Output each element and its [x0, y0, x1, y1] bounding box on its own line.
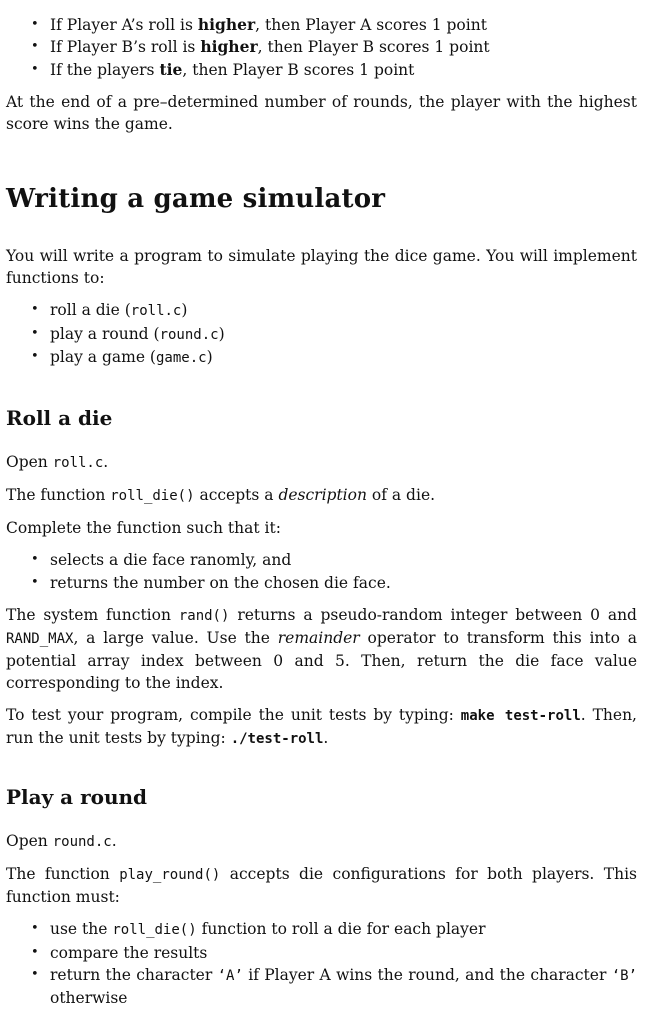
list-item: • If Player B’s roll is higher, then Player B scores 1 point [6, 36, 637, 58]
roll-function-paragraph: The function roll_die() accepts a description of a die. [6, 486, 436, 505]
open-roll-paragraph: Open roll.c. [6, 453, 109, 472]
rand-paragraph: The system function rand() returns a pseudo-random integer between 0 and RAND_MAX, a large value. Use the remainder operator to transform this into a potential array index between 0 and 5. Then, return the die face value corresponding to the index. [6, 606, 638, 693]
test-roll-paragraph: To test your program, compile the unit tests by typing: make test-roll. Then, run the unit tests by typing: ./test-roll. [6, 706, 637, 748]
list-item: • If Player A’s roll is higher, then Player A scores 1 point [6, 14, 637, 36]
scoring-rules-list [6, 14, 637, 81]
round-function-paragraph: The function play_round() accepts die configurations for both players. This function must: [6, 865, 637, 907]
bullet-icon: • [31, 39, 39, 55]
list-item: • use the roll_die() function to roll a die for each player [6, 918, 637, 941]
list-item: • roll a die (roll.c) [6, 299, 637, 322]
simulator-intro-paragraph: You will write a program to simulate playing the dice game. You will implement functions to: [6, 247, 637, 288]
bullet-icon: • [31, 574, 39, 590]
bullet-icon: • [31, 325, 39, 341]
bullet-icon: • [31, 944, 39, 960]
bullet-icon: • [31, 302, 39, 318]
section-heading-round: Play a round [6, 785, 148, 810]
round-requirements-list [6, 918, 637, 1010]
list-item: • compare the results [6, 942, 637, 964]
list-item: • returns the number on the chosen die face. [6, 572, 637, 594]
open-round-paragraph: Open round.c. [6, 832, 117, 851]
simulator-functions-list [6, 299, 637, 369]
document-content [6, 14, 637, 1010]
bullet-icon: • [31, 349, 39, 365]
section-heading-simulator: Writing a game simulator [6, 184, 386, 215]
bullet-icon: • [31, 17, 39, 32]
section-heading-roll: Roll a die [6, 406, 113, 431]
list-item: • If the players tie, then Player B scores 1 point [6, 59, 637, 81]
end-of-game-paragraph: At the end of a pre–determined number of rounds, the player with the highest score wins the game. [6, 93, 637, 134]
list-item: • play a round (round.c) [6, 323, 637, 346]
list-item: • selects a die face ranomly, and [6, 549, 637, 571]
bullet-icon: • [31, 552, 39, 568]
complete-function-paragraph: Complete the function such that it: [6, 519, 281, 538]
bullet-icon: • [31, 967, 39, 983]
bullet-icon: • [31, 61, 39, 77]
list-item: • play a game (game.c) [6, 346, 637, 369]
list-item: • return the character ‘A’ if Player A wins the round, and the character ‘B’ otherwise [31, 966, 637, 1008]
bullet-icon: • [31, 921, 39, 937]
roll-requirements-list [6, 549, 637, 594]
